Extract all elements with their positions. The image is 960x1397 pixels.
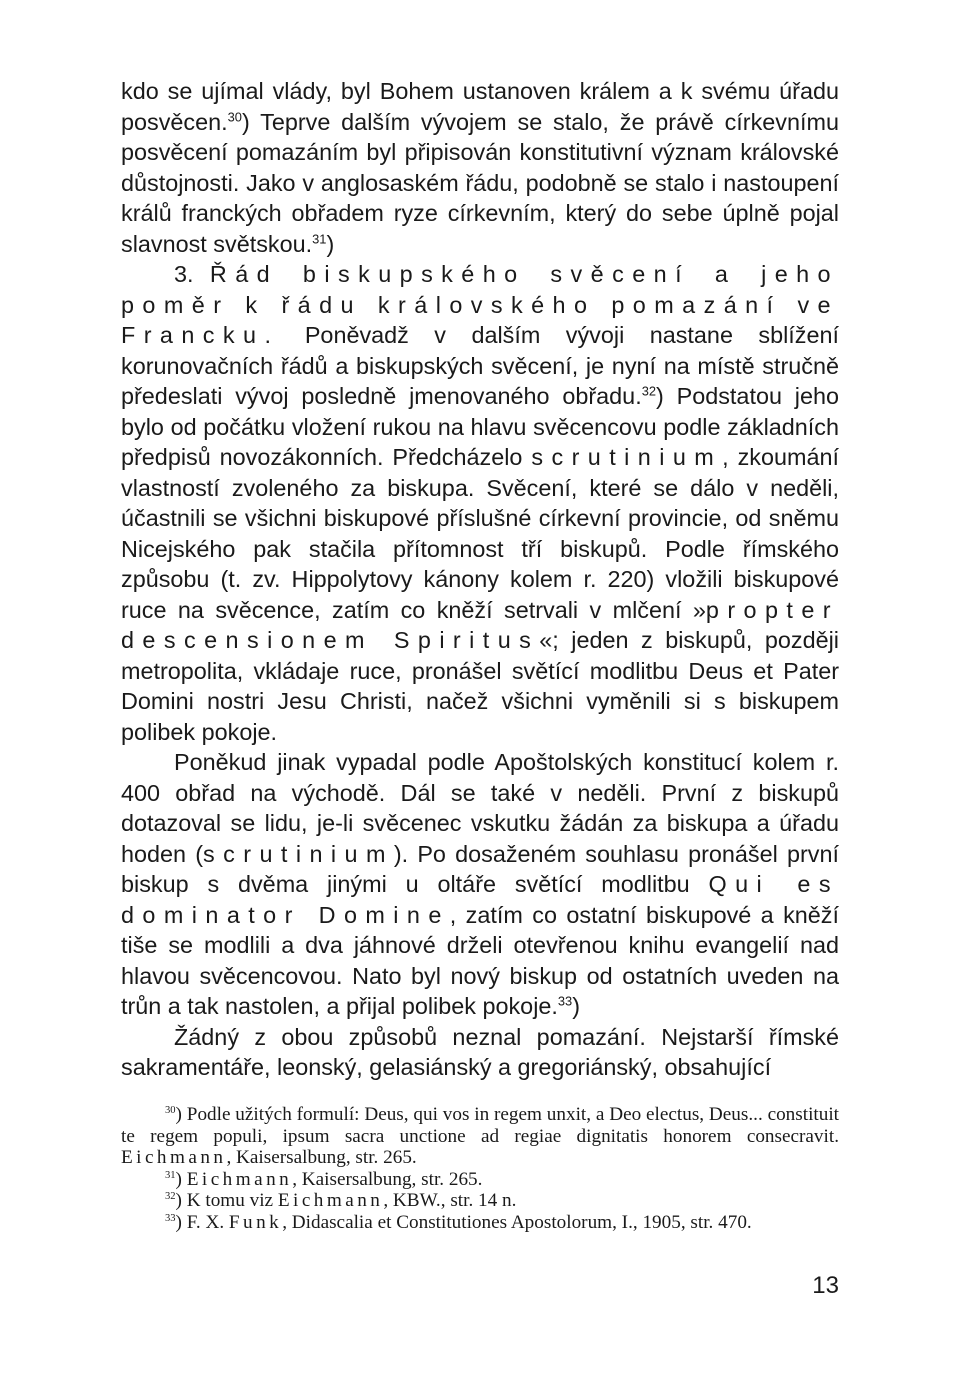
paragraph-4 — [121, 1022, 839, 1083]
term-scrutinium-2: scrutinium — [203, 840, 394, 867]
footnote-32-author: Eichmann — [277, 1190, 384, 1212]
footnote-33-author: Funk — [228, 1211, 283, 1233]
footnote-32 — [121, 1190, 839, 1212]
footnote-ref-33: 33 — [557, 993, 573, 1009]
footnote-30-text-a: ) Podle užitých formulí: Deus, qui vos in regem unxit, a Deo electus, Deus... constituit te regem populi, ipsum sacra unctione ad regiae dignitatis honorem consecravit. — [121, 1104, 839, 1147]
paragraph-3-text-d: ) — [572, 993, 581, 1019]
footnote-30-author: Eichmann — [121, 1147, 227, 1169]
footnote-30 — [121, 1104, 839, 1169]
footnote-33 — [121, 1212, 839, 1234]
footnote-ref-31: 31 — [312, 231, 327, 247]
term-propter-descensionem: propter descensionem Spiritus — [121, 596, 839, 653]
footnote-31-text-a: ) — [175, 1168, 187, 1190]
paragraph-1 — [121, 76, 839, 259]
footnotes — [121, 1104, 839, 1234]
paragraph-1-text-b: ) Teprve dalším vývojem se stalo, že právě církevnímu posvěcení pomazáním byl připisován konstitutivní význam královské důstojnosti. Jako v anglosaském řádu, podobně se stalo i nastoupení králů franckých obřadem ryze církevním, který do sebe úplně pojal slavnost světskou. — [121, 108, 839, 257]
paragraph-2 — [121, 259, 839, 747]
footnote-31-author: Eichmann — [186, 1168, 293, 1190]
footnote-31 — [121, 1169, 839, 1191]
paragraph-2-text-c: , zkoumání vlastností zvoleného za biskupa. Svěcení, které se dálo v neděli, účastnili se všichni biskupové příslušné církevní provincie, od sněmu Nicejského pak stačila přítomnost tří biskupů. Podle římského způsobu (t. zv. Hippolytovy kánony kolem r. 220) vložili biskupové ruce na svěcence, zatím co kněží setrvali v mlčení » — [121, 444, 839, 623]
footnote-32-text-a: ) K tomu viz — [175, 1190, 278, 1212]
paragraph-1-text-c: ) — [326, 230, 335, 257]
paragraph-2-text-b: ) Podstatou jeho bylo od počátku vložení rukou na hlavu svěcencovu podle základních předpisů novozákonních. Předcházelo — [121, 383, 839, 470]
page-number: 13 — [812, 1272, 839, 1299]
footnote-33-text-b: , Didascalia et Constitutiones Apostolorum, I., 1905, str. 470. — [282, 1211, 752, 1233]
section-number: 3. — [174, 261, 210, 287]
term-qui-es-dominator: Qui es dominator Domine — [121, 871, 839, 928]
footnote-marker-32: 32 — [165, 1191, 176, 1203]
footnote-32-text-b: , KBW., str. 14 n. — [383, 1190, 517, 1212]
footnote-31-text-b: , Kaisersalbung, str. 265. — [292, 1168, 483, 1190]
section-heading: Řád biskupského svěcení a jeho poměr k řádu královského pomazání ve Francku. — [121, 261, 839, 348]
paragraph-4-text: Žádný z obou způsobů neznal pomazání. Nejstarší římské sakramentáře, leonský, gelasiánský a gregoriánský, obsahující — [121, 1023, 839, 1080]
paragraph-1-text-a: kdo se ujímal vlády, byl Bohem ustanoven králem a k svému úřadu posvěcen. — [121, 78, 839, 135]
footnote-marker-33: 33 — [165, 1213, 176, 1225]
paragraph-2-text-d: «; jeden z biskupů, později metropolita, vkládaje ruce, pronášel světící modlitbu Deus et Pater Domini nostri Jesu Christi, načež všichni vyměnili si s biskupem polibek pokoje. — [121, 627, 839, 745]
footnote-ref-32: 32 — [641, 383, 657, 399]
footnote-marker-31: 31 — [165, 1169, 176, 1181]
main-text — [121, 76, 839, 1083]
footnote-ref-30: 30 — [227, 109, 242, 125]
paragraph-3-text-c: , zatím co ostatní biskupové a kněží tiše se modlili a dva jáhnové drželi otevřenou knihu evangelií nad hlavou svěcencovou. Nato byl nový biskup od ostatních uveden na trůn a tak nastolen, a přijal polibek pokoje. — [121, 901, 839, 1019]
footnote-30-text-b: , Kaisersalbung, str. 265. — [226, 1147, 417, 1169]
footnote-33-text-a: ) F. X. — [175, 1211, 229, 1233]
paragraph-3-text-a: Poněkud jinak vypadal podle Apoštolských konstitucí kolem r. 400 obřad na východě. Dál se také v neděli. První z biskupů dotazoval se lidu, je-li svěcenec vskutku žádán za biskupa a úřadu hoden ( — [121, 749, 839, 867]
paragraph-3-text-b: ). Po dosaženém souhlasu pronášel první biskup s dvěma jinými u oltáře světící modlitbu — [121, 840, 839, 897]
paragraph-2-text-a: Poněvadž v dalším vývoji nastane sblížení korunovačních řádů a biskupských svěcení, je nyní na místě stručně předeslati vývoj posledně jmenovaného obřadu. — [121, 322, 839, 409]
term-scrutinium: scrutinium — [531, 444, 723, 470]
paragraph-3 — [121, 747, 839, 1022]
footnote-marker-30: 30 — [165, 1105, 176, 1117]
